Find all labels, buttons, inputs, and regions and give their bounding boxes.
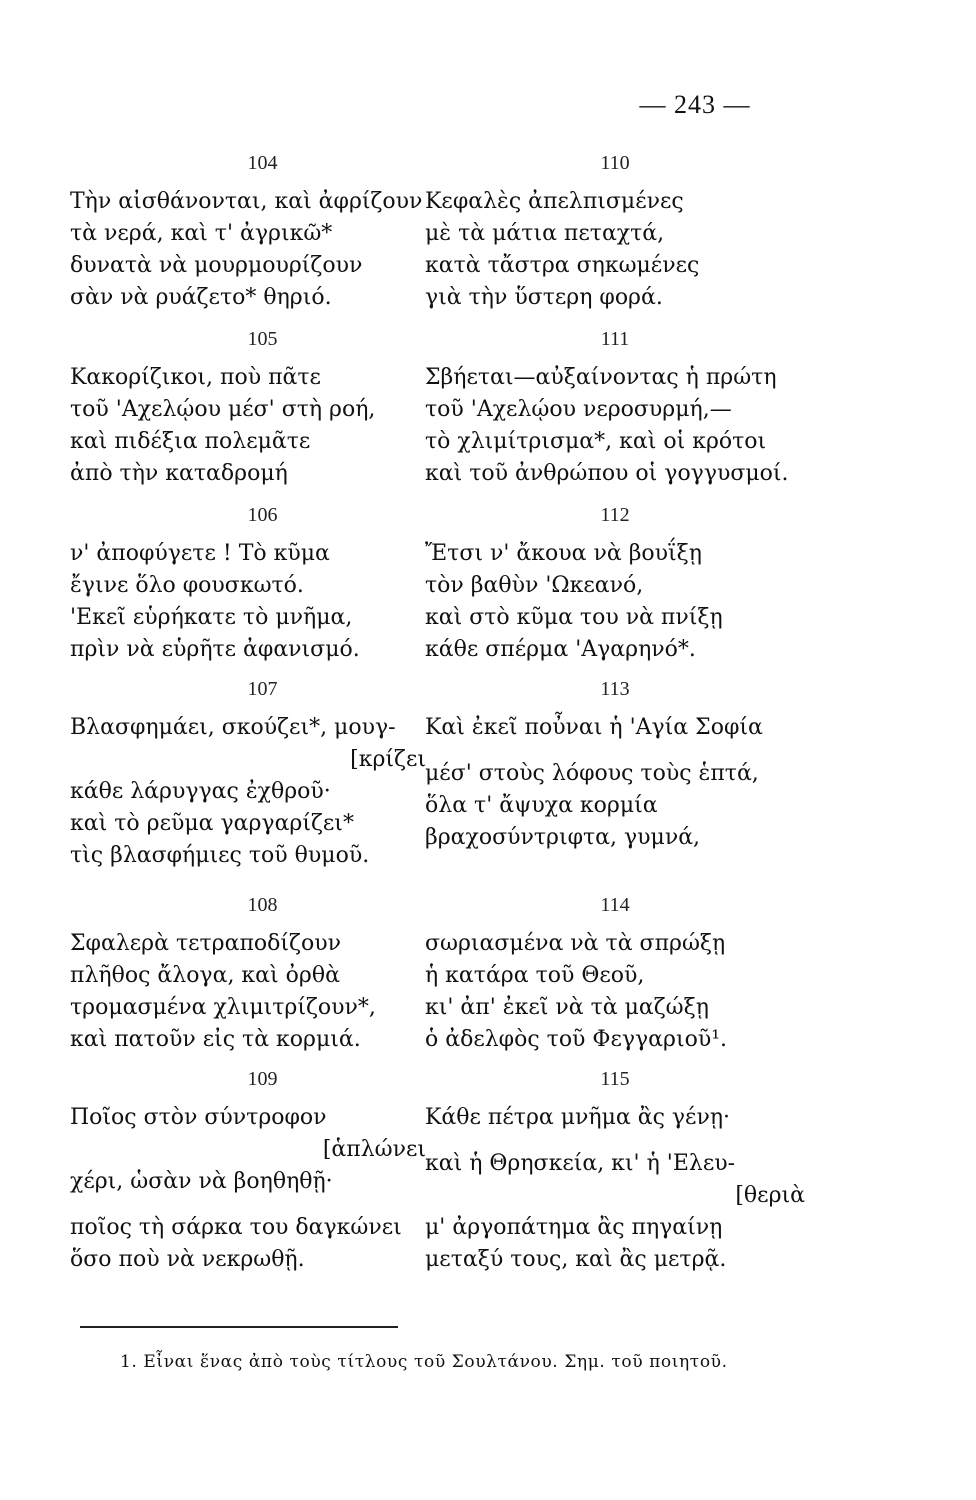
verse-line: σὰν νὰ ρυάζετο* θηριό.: [70, 285, 332, 310]
stanza-number: 113: [600, 678, 630, 700]
stanza: [425, 892, 805, 1056]
verse-line: βραχοσύντριφτα, γυμνά,: [425, 825, 701, 850]
verse-line: Καὶ ἐκεῖ ποὖναι ἡ 'Αγία Σοφία: [425, 715, 763, 740]
stanza-number: 114: [600, 894, 630, 916]
verse-line: Βλασφημάει, σκούζει*, μουγ-: [70, 715, 396, 740]
verse-line: κατὰ τἄστρα σηκωμένες: [425, 253, 700, 278]
stanza: [425, 502, 805, 666]
stanza-number: 104: [247, 152, 278, 174]
verse-line: πλῆθος ἄλογα, καὶ ὀρθὰ: [70, 963, 340, 988]
verse-line: πρὶν νὰ εὑρῆτε ἀφανισμό.: [70, 637, 360, 662]
stanza: [425, 150, 805, 314]
verse-line: μὲ τὰ μάτια πεταχτά,: [425, 221, 665, 246]
verse-line: τοῦ 'Αχελῴου νεροσυρμή,—: [425, 397, 732, 422]
stanza-number: 112: [600, 504, 630, 526]
stanza-number: 111: [600, 328, 630, 350]
stanza: [70, 1066, 430, 1276]
verse-line: τοῦ 'Αχελῴου μέσ' στὴ ροή,: [70, 397, 376, 422]
verse-line: τὶς βλασφήμιες τοῦ θυμοῦ.: [70, 843, 370, 868]
verse-line: ὁ ἀδελφὸς τοῦ Φεγγαριοῦ¹.: [425, 1027, 728, 1052]
stanza-number: 110: [600, 152, 630, 174]
verse-line: κάθε λάρυγγας ἐχθροῦ·: [70, 779, 331, 804]
verse-line: ὅλα τ' ἄψυχα κορμία: [425, 793, 658, 818]
verse-line: 'Εκεῖ εὑρήκατε τὸ μνῆμα,: [70, 605, 353, 630]
stanza-number: 109: [247, 1068, 278, 1090]
verse-line: καὶ πιδέξια πολεμᾶτε: [70, 429, 311, 454]
verse-line: ὅσο ποὺ νὰ νεκρωθῇ.: [70, 1247, 305, 1272]
stanza-number: 108: [247, 894, 278, 916]
verse-line: Κακορίζικοι, ποὺ πᾶτε: [70, 365, 321, 390]
verse-line: Τὴν αἰσθάνονται, καὶ ἀφρίζουν: [70, 189, 423, 214]
stanza: [425, 676, 805, 854]
verse-line: τὸ χλιμίτρισμα*, καὶ οἱ κρότοι: [425, 429, 767, 454]
footnote: 1. Εἶναι ἕνας ἀπὸ τοὺς τίτλους τοῦ Σουλτάνου. Σημ. τοῦ ποιητοῦ.: [120, 1352, 728, 1372]
verse-line: ἀπὸ τὴν καταδρομή: [70, 461, 288, 486]
verse-line: δυνατὰ νὰ μουρμουρίζουν: [70, 253, 363, 278]
verse-line: καὶ τοῦ ἀνθρώπου οἱ γογγυσμοί.: [425, 461, 789, 486]
stanza: [425, 326, 805, 490]
footnote-rule: [80, 1326, 398, 1328]
verse-line: καὶ πατοῦν εἰς τὰ κορμιά.: [70, 1027, 361, 1052]
verse-line: τὰ νερά, καὶ τ' ἀγρικῶ*: [70, 221, 333, 246]
verse-line: καὶ στὸ κῦμα του νὰ πνίξῃ: [425, 605, 723, 630]
stanza-number: 106: [247, 504, 278, 526]
stanza-number: 115: [600, 1068, 630, 1090]
stanza: [425, 1066, 805, 1276]
verse-line: Κεφαλὲς ἀπελπισμένες: [425, 189, 684, 214]
stanza: [70, 326, 430, 490]
verse-line: Ἔτσι ν' ἄκουα νὰ βουΐξῃ: [425, 541, 702, 566]
verse-line: γιὰ τὴν ὕστερη φορά.: [425, 285, 663, 310]
verse-line: Σφαλερὰ τετραποδίζουν: [70, 931, 341, 956]
verse-line: Ποῖος στὸν σύντροφον: [70, 1105, 327, 1130]
verse-line: χέρι, ὡσὰν νὰ βοηθηθῇ·: [70, 1169, 333, 1194]
verse-line: καὶ τὸ ρεῦμα γαργαρίζει*: [70, 811, 354, 836]
verse-line: Κάθε πέτρα μνῆμα ἂς γένῃ·: [425, 1105, 731, 1130]
verse-line: κάθε σπέρμα 'Αγαρηνό*.: [425, 637, 696, 662]
verse-line: τὸν βαθὺν 'Ωκεανό,: [425, 573, 644, 598]
stanza: [70, 150, 430, 314]
verse-line: [ἁπλώνει: [322, 1137, 426, 1162]
verse-line: τρομασμένα χλιμιτρίζουν*,: [70, 995, 376, 1020]
verse-line: σωριασμένα νὰ τὰ σπρώξῃ: [425, 931, 726, 956]
stanza: [70, 676, 430, 872]
stanza-number: 105: [247, 328, 278, 350]
verse-line: καὶ ἡ Θρησκεία, κι' ἡ 'Ελευ-: [425, 1151, 736, 1176]
verse-line: ἡ κατάρα τοῦ Θεοῦ,: [425, 963, 645, 988]
verse-line: κι' ἀπ' ἐκεῖ νὰ τὰ μαζώξῃ: [425, 995, 709, 1020]
page-number: — 243 —: [639, 90, 751, 119]
stanza: [70, 892, 430, 1056]
verse-line: μέσ' στοὺς λόφους τοὺς ἑπτά,: [425, 761, 759, 786]
verse-line: ἔγινε ὅλο φουσκωτό.: [70, 573, 304, 598]
verse-line: μεταξύ τους, καὶ ἂς μετρᾷ.: [425, 1247, 727, 1272]
verse-line: ν' ἀποφύγετε ! Τὸ κῦμα: [70, 541, 330, 566]
verse-line: [κρίζει: [350, 747, 426, 772]
stanza: [70, 502, 430, 666]
verse-line: μ' ἀργοπάτημα ἂς πηγαίνῃ: [425, 1215, 723, 1240]
verse-line: ποῖος τὴ σάρκα του δαγκώνει: [70, 1215, 402, 1240]
verse-line: [θεριὰ: [735, 1183, 805, 1208]
verse-line: Σβήεται—αὐξαίνοντας ἡ πρώτη: [425, 365, 777, 390]
stanza-number: 107: [247, 678, 278, 700]
